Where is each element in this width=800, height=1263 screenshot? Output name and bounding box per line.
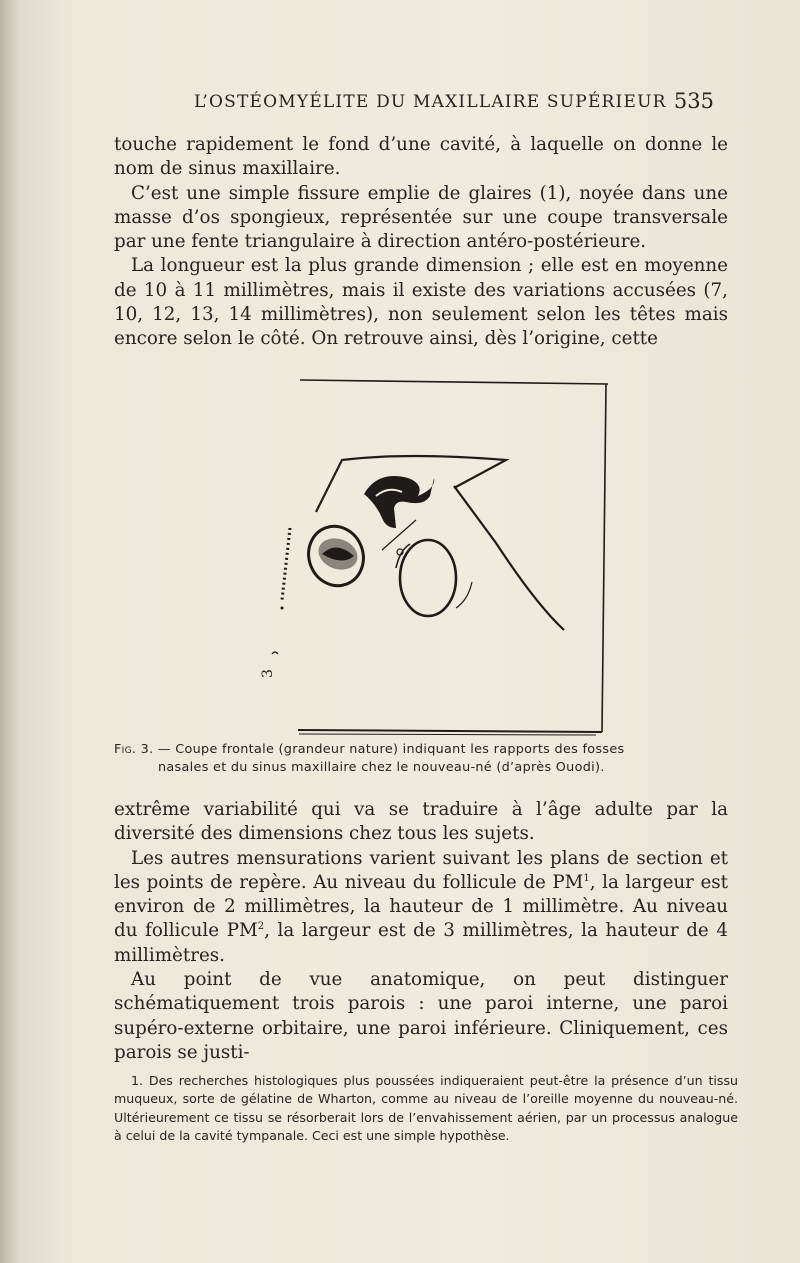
page-number: 535 — [673, 89, 714, 113]
running-title: L’OSTÉOMYÉLITE DU MAXILLAIRE SUPÉRIEUR — [194, 92, 667, 112]
superscript-2: 2 — [257, 921, 265, 933]
superscript-1: 1 — [583, 872, 590, 884]
paragraph-variability: extrême variabilité qui va se traduire à l’âge adulte par la diversité des dimensions chez tous les sujets. — [114, 799, 728, 845]
caption-line-1: — Coupe frontale (grandeur nature) indiquant les rapports des fosses — [153, 742, 625, 757]
body-text-top — [114, 133, 728, 352]
margin-mark: 3 — [260, 669, 276, 678]
measurements-part-1: Les autres mensurations varient suivant les plans de section et les points de repère. Au niveau du follicule de PM — [114, 847, 728, 893]
page-gutter-shadow — [0, 0, 22, 1263]
frontal-section-illustration — [260, 378, 610, 736]
footnote — [114, 1072, 738, 1146]
figure-3-drawing — [260, 378, 610, 736]
caption-line-2: nasales et du sinus maxillaire chez le nouveau-né (d’après Ouodi). — [158, 760, 605, 775]
measurements-part-2: , la largeur est environ de 2 millimètres, la hauteur de 1 millimètre. Au niveau du follicule PM — [114, 871, 728, 942]
paragraph-continued: touche rapidement le fond d’une cavité, à laquelle on donne le nom de sinus maxillaire. — [114, 134, 728, 180]
footnote-text: 1. Des recherches histologiques plus poussées indiqueraient peut-être la présence d’un tissu muqueux, sorte de gélatine de Wharton, comme au niveau de l’oreille moyenne du nouveau-né. Ultérieurement ce tissu se résorberait lors de l’envahissement aérien, par un processus analogue à celui de la cavité tympanale. Ceci est une simple hypothèse. — [114, 1073, 738, 1144]
body-text-bottom — [114, 798, 728, 1065]
figure-caption — [114, 741, 740, 777]
paragraph-measurements — [114, 847, 728, 968]
caption-label: Fig. 3. — [114, 742, 154, 757]
measurements-part-3: , la largeur est de 3 millimètres, la hauteur de 4 millimètres. — [114, 920, 728, 966]
running-header — [194, 89, 714, 122]
paragraph-walls: Au point de vue anatomique, on peut distinguer schématiquement trois parois : une paroi interne, une paroi supéro-externe orbitaire, une paroi inférieure. Cliniquement, ces parois se justi- — [114, 969, 728, 1063]
paragraph-length: La longueur est la plus grande dimension ; elle est en moyenne de 10 à 11 millimètres, mais il existe des variations accusées (7, 10, 12, 13, 14 millimètres), non seulement selon les têtes mais encore selon le côté. On retrouve ainsi, dès l’origine, cette — [114, 255, 728, 350]
paragraph-fissure: C’est une simple fissure emplie de glaires (1), noyée dans une masse d’os spongieux, représentée sur une coupe transversale par une fente triangulaire à direction antéro-postérieure. — [114, 182, 728, 253]
